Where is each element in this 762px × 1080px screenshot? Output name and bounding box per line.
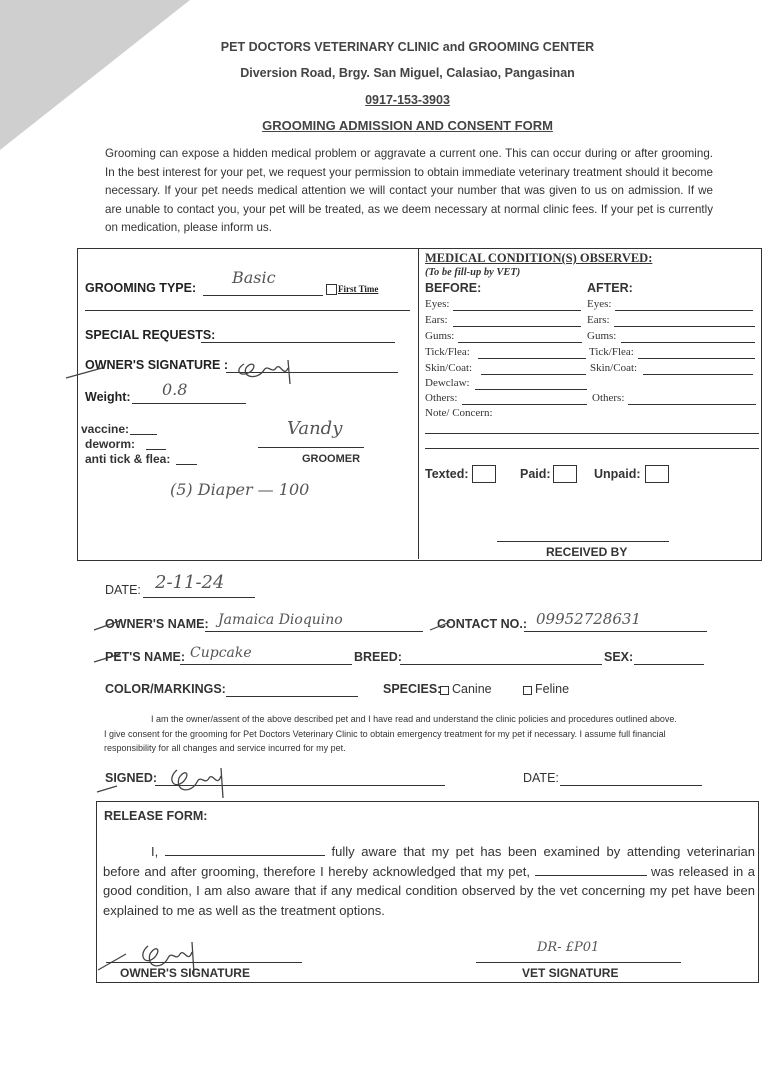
vet-signature-value: DR- £P01 — [537, 940, 600, 955]
texted-checkbox[interactable] — [472, 465, 496, 483]
owner-signature-release-line — [106, 962, 302, 963]
before-label: BEFORE: — [425, 281, 482, 295]
after-eyes-label: Eyes: — [587, 298, 612, 310]
before-eyes-line — [453, 310, 581, 311]
date-line — [143, 597, 255, 598]
vaccine-line — [130, 434, 157, 435]
note-concern-label: Note/ Concern: — [425, 407, 493, 419]
unpaid-label: Unpaid: — [594, 467, 641, 481]
after-skin-coat-line — [643, 374, 753, 375]
color-markings-label: COLOR/MARKINGS: — [105, 682, 226, 696]
before-skin-coat-label: Skin/Coat: — [425, 362, 473, 374]
clinic-phone: 0917-153-3903 — [365, 93, 450, 107]
first-time-checkbox[interactable] — [326, 284, 337, 295]
deworm-label: deworm: — [85, 437, 136, 451]
medical-subtitle: (To be fill-up by VET) — [425, 267, 521, 278]
pet-name-value: Cupcake — [190, 645, 252, 661]
intro-paragraph: Grooming can expose a hidden medical problem or aggravate a current one. This can occur during or after grooming. In the best interest for your pet, we request your permission to obtain immediate veterinary treatment should it become necessary. If your pet needs medical attention we will contact your number that was given to us on admission. If we are unable to contact you, your pet will be treated, as we deem necessary at normal clinic fees. If your pet is currently on medication, please inform us. — [105, 147, 713, 234]
after-skin-coat-label: Skin/Coat: — [590, 362, 638, 374]
anti-tick-flea-line — [176, 464, 197, 465]
consent-date-line — [560, 785, 702, 786]
release-owner-signature-label: OWNER'S SIGNATURE — [120, 966, 250, 980]
sex-label: SEX: — [604, 650, 634, 664]
weight-line — [132, 403, 246, 404]
after-others-label: Others: — [592, 392, 625, 404]
consent-date-label: DATE: — [523, 771, 559, 785]
after-ears-line — [614, 326, 755, 327]
after-eyes-line — [615, 310, 753, 311]
grooming-type-label: GROOMING TYPE: — [85, 281, 197, 295]
canine-label: Canine — [452, 682, 492, 696]
owner-signature-label: OWNER'S SIGNATURE : — [85, 358, 229, 372]
contact-value: 09952728631 — [536, 610, 641, 628]
form-title: GROOMING ADMISSION AND CONSENT FORM — [262, 118, 553, 133]
canine-checkbox[interactable] — [440, 686, 449, 695]
grooming-type-line — [203, 295, 323, 296]
anti-tick-flea-label: anti tick & flea: — [85, 452, 171, 466]
before-gums-line — [458, 342, 582, 343]
unpaid-checkbox[interactable] — [645, 465, 669, 483]
grooming-type-value: Basic — [232, 268, 276, 287]
release-text-part1: I, — [151, 844, 165, 859]
after-ears-label: Ears: — [587, 314, 610, 326]
feline-checkbox[interactable] — [523, 686, 532, 695]
signed-label: SIGNED: — [105, 771, 158, 785]
sex-line — [634, 664, 704, 665]
paid-checkbox[interactable] — [553, 465, 577, 483]
pet-name-line — [180, 664, 352, 665]
owner-name-value: Jamaica Dioquino — [218, 612, 343, 628]
release-pet-blank[interactable] — [535, 864, 647, 876]
paid-label: Paid: — [520, 467, 551, 481]
feline-label: Feline — [535, 682, 570, 696]
groomer-label: GROOMER — [302, 453, 361, 465]
after-tick-flea-label: Tick/Flea: — [589, 346, 634, 358]
before-dewclaw-label: Dewclaw: — [425, 377, 470, 389]
clinic-address: Diversion Road, Brgy. San Miguel, Calasiao, Pangasinan — [240, 66, 575, 80]
date-label: DATE: — [105, 583, 141, 597]
before-gums-label: Gums: — [425, 330, 455, 342]
consent-line-2: I give consent for the grooming for Pet Doctors Veterinary Clinic to obtain emergency treatment for my pet if necessary. I assume full financial — [104, 729, 666, 739]
weight-value: 0.8 — [162, 380, 188, 399]
before-eyes-label: Eyes: — [425, 298, 450, 310]
received-by-label: RECEIVED BY — [546, 545, 628, 559]
consent-line-3: responsibility for all changes and service incurred for my pet. — [104, 743, 346, 753]
date-value: 2-11-24 — [155, 572, 225, 593]
weight-label: Weight: — [85, 390, 131, 404]
medical-title: MEDICAL CONDITION(S) OBSERVED: — [425, 251, 653, 265]
after-label: AFTER: — [587, 281, 633, 295]
before-tick-flea-label: Tick/Flea: — [425, 346, 470, 358]
after-gums-label: Gums: — [587, 330, 617, 342]
release-title: RELEASE FORM: — [104, 809, 208, 823]
note-line-2 — [425, 448, 759, 449]
owner-signature-scribble — [62, 356, 402, 388]
note-line-1 — [425, 433, 759, 434]
signed-signature — [95, 762, 235, 802]
species-label: SPECIES: — [383, 682, 442, 696]
before-others-label: Others: — [425, 392, 458, 404]
special-requests-line — [201, 342, 395, 343]
deworm-line — [146, 449, 166, 450]
clinic-name: PET DOCTORS VETERINARY CLINIC and GROOMING CENTER — [220, 40, 595, 54]
release-text-part2: fully aware that my pet has been examined by attending veterinarian before and after grooming, therefore I hereby acknowledged that my pet, — [103, 844, 755, 879]
vet-signature-line — [476, 962, 681, 963]
after-gums-line — [621, 342, 755, 343]
panel-divider — [418, 248, 419, 559]
breed-line — [400, 664, 602, 665]
before-dewclaw-line — [475, 389, 587, 390]
special-requests-label: SPECIAL REQUESTS: — [85, 328, 216, 342]
after-tick-flea-line — [638, 358, 755, 359]
after-others-line — [628, 404, 756, 405]
vet-signature-label: VET SIGNATURE — [522, 966, 619, 980]
release-text-part3: was released in a good condition, I am also aware that if any medical condition observed by the vet concerning my pet have been explained to me as well as the treatment options. — [103, 863, 756, 918]
grooming-type-line-2 — [85, 310, 410, 311]
before-ears-label: Ears: — [425, 314, 448, 326]
before-tick-flea-line — [478, 358, 586, 359]
breed-label: BREED: — [354, 650, 402, 664]
grooming-note: (5) Diaper — 100 — [170, 480, 310, 499]
first-time-label: First Time — [338, 284, 379, 294]
contact-label: CONTACT NO.: — [437, 617, 528, 631]
release-text — [103, 842, 755, 920]
texted-label: Texted: — [425, 467, 469, 481]
color-markings-line — [226, 696, 358, 697]
contact-line — [524, 631, 707, 632]
groomer-line — [258, 447, 364, 448]
release-owner-blank[interactable] — [165, 844, 325, 856]
pet-name-label: PET'S NAME: — [105, 650, 186, 664]
before-ears-line — [453, 326, 581, 327]
owner-name-label: OWNER'S NAME: — [105, 617, 209, 631]
consent-line-1: I am the owner/assent of the above described pet and I have read and understand the clinic policies and procedures outlined above. — [151, 714, 677, 724]
before-others-line — [462, 404, 587, 405]
groomer-name: Vandy — [287, 418, 343, 439]
vaccine-label: vaccine: — [81, 422, 130, 436]
before-skin-coat-line — [481, 374, 586, 375]
received-by-line — [497, 541, 669, 542]
